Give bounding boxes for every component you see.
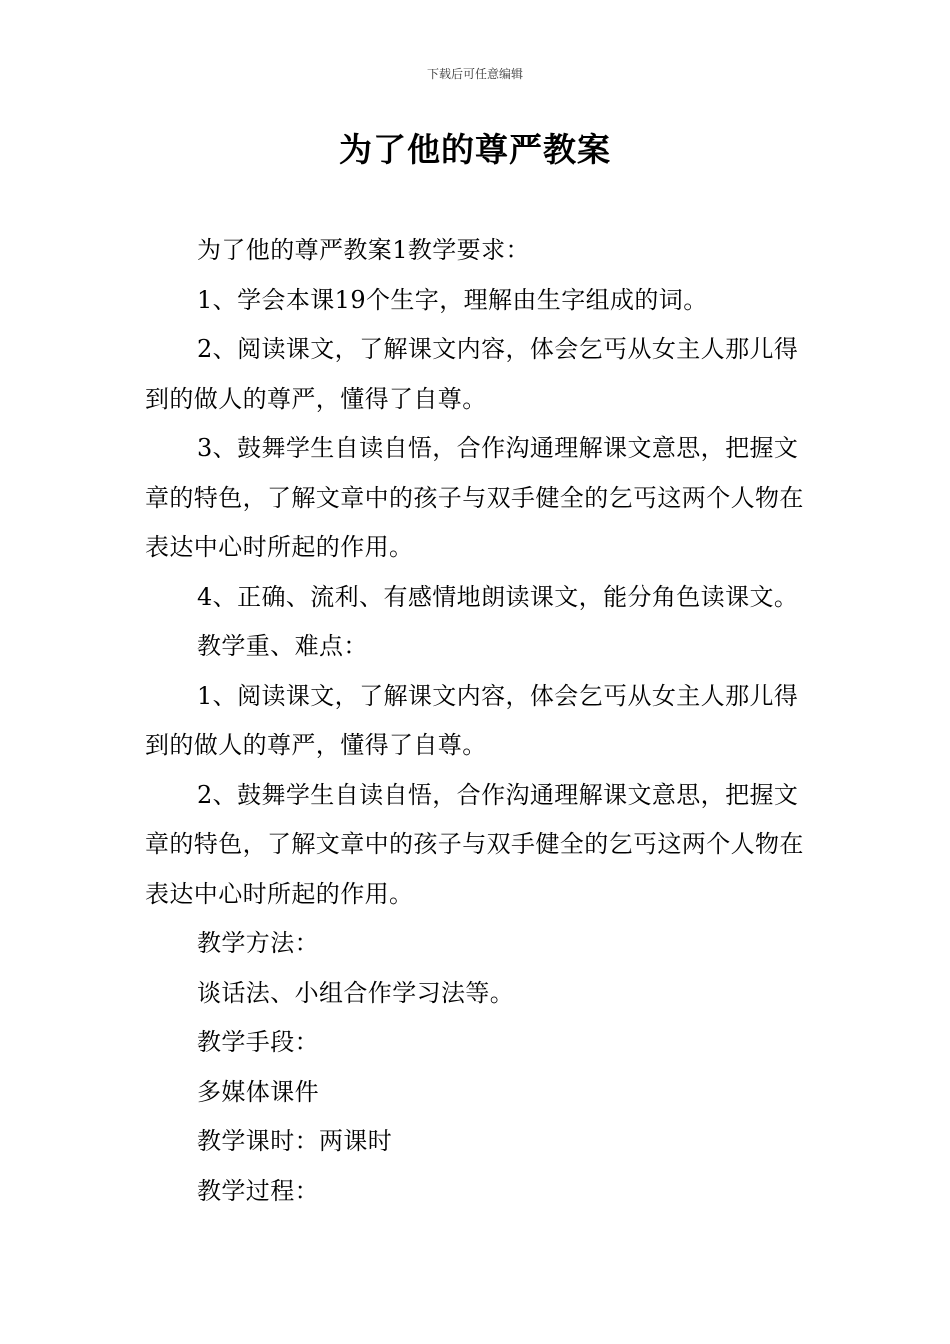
paragraph-requirement-4: 4、正确、流利、有感情地朗读课文，能分角色读课文。 xyxy=(197,582,799,611)
paragraph-key-point-2: 2、鼓舞学生自读自悟，合作沟通理解课文意思，把握文章的特色，了解文章中的孩子与双手健全的乞丐这两个人物在表达中心时所起的作用。 xyxy=(145,780,804,908)
paragraph-means: 多媒体课件 xyxy=(197,1077,319,1106)
paragraph-methods-heading: 教学方法： xyxy=(197,929,319,957)
paragraph-requirement-3: 3、鼓舞学生自读自悟，合作沟通理解课文意思，把握文章的特色，了解文章中的孩子与双手健全的乞丐这两个人物在表达中心时所起的作用。 xyxy=(145,434,804,561)
paragraph-means-heading: 教学手段： xyxy=(197,1028,319,1056)
document-title: 为了他的尊严教案 xyxy=(339,130,611,169)
document-body xyxy=(145,226,810,1216)
paragraph-class-hours: 教学课时：两课时 xyxy=(197,1127,393,1155)
paragraph-process-heading: 教学过程： xyxy=(197,1176,319,1205)
paragraph-requirement-2: 2、阅读课文，了解课文内容，体会乞丐从女主人那儿得到的做人的尊严，懂得了自尊。 xyxy=(145,335,799,413)
paragraph-methods: 谈话法、小组合作学习法等。 xyxy=(197,978,515,1007)
paragraph-requirement-1: 1、学会本课19个生字，理解由生字组成的词。 xyxy=(197,285,708,314)
paragraph-intro: 为了他的尊严教案1教学要求： xyxy=(197,236,530,264)
paragraph-key-points-heading: 教学重、难点： xyxy=(197,632,368,660)
paragraph-key-point-1: 1、阅读课文，了解课文内容，体会乞丐从女主人那儿得到的做人的尊严，懂得了自尊。 xyxy=(145,681,799,759)
header-note: 下载后可任意编辑 xyxy=(426,67,523,81)
